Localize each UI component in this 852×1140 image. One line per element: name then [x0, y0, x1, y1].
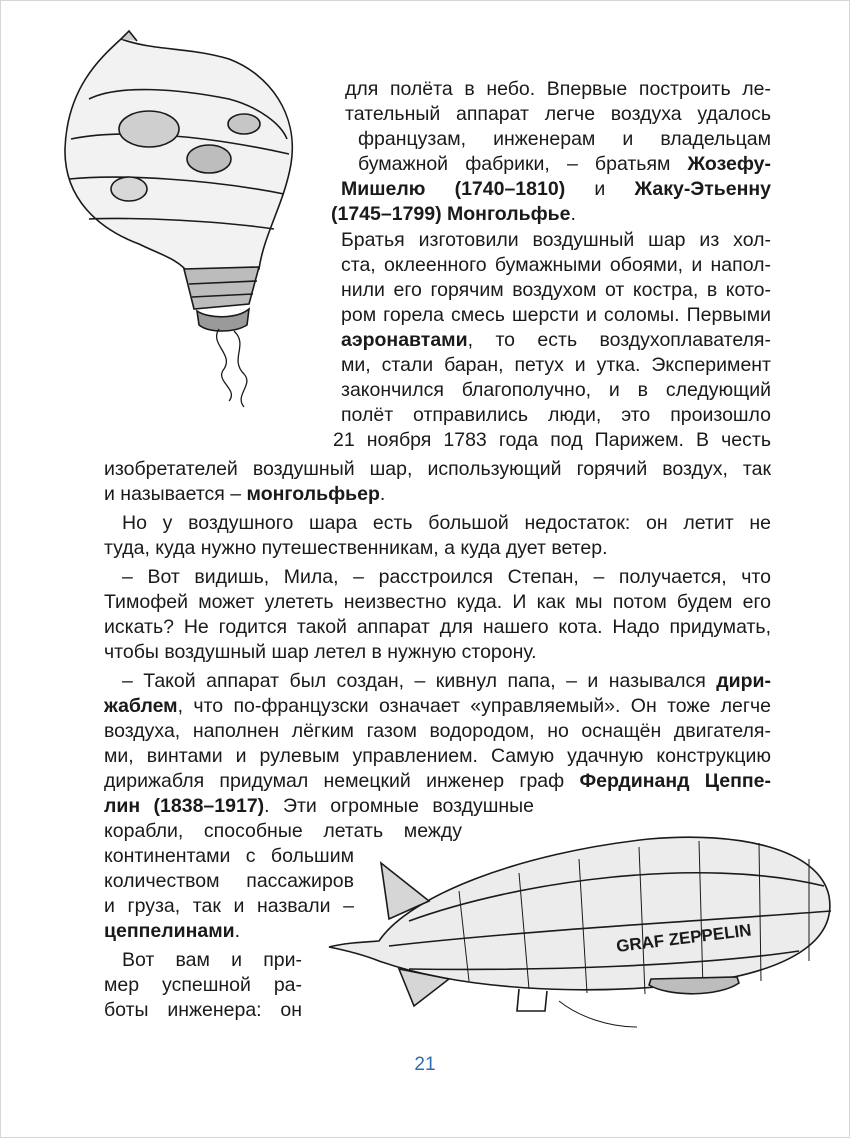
text-run: . [379, 483, 386, 505]
text-line [345, 77, 771, 101]
text-line [104, 869, 354, 893]
text-run: и груза, так и назвали – [104, 895, 354, 917]
text-run: Тимофей может улететь неизвестно куда. И как мы потом будем его [104, 591, 771, 613]
text-run: , то есть воздухоплавателя- [467, 329, 771, 351]
text-line [341, 378, 771, 402]
smoke [217, 329, 247, 407]
text-line [341, 303, 771, 327]
text-run: количеством пассажиров [104, 870, 354, 892]
text-run: боты инженера: он [104, 999, 302, 1021]
text-line [104, 536, 771, 560]
text-line [104, 769, 771, 793]
text-run: ста, оклеенного бумажными обоями, и напол- [341, 254, 771, 276]
text-run: изобретателей воздушный шар, использующий горячий воздух, так [104, 458, 771, 480]
text-line [122, 669, 771, 693]
text-run: континентами с большим [104, 845, 354, 867]
text-run: для полёта в небо. Впервые построить ле- [345, 78, 771, 100]
text-line [104, 457, 771, 481]
text-line [104, 894, 354, 918]
text-line [104, 590, 771, 614]
text-line [341, 228, 771, 252]
bold-term: аэронавтами [341, 329, 468, 351]
text-run: ром горела смесь шерсти и соломы. Первыми [341, 304, 771, 326]
text-line [104, 744, 771, 768]
text-line [104, 640, 771, 664]
page-number: 21 [414, 1054, 436, 1075]
text-line [333, 428, 771, 452]
bold-term: Жаку-Этьенну [634, 178, 771, 200]
text-line [331, 202, 771, 226]
bold-term: жаблем [104, 695, 178, 717]
text-run: бумажной фабрики, – братьям [358, 153, 688, 175]
text-line [341, 353, 771, 377]
text-run: воздуха, наполнен лёгким газом водородом, но оснащён двигателя- [104, 720, 771, 742]
text-line [104, 973, 302, 997]
text-line [104, 482, 771, 506]
text-line [345, 102, 771, 126]
text-run: 21 ноября 1783 года под Парижем. В честь [333, 429, 771, 451]
text-run: тательный аппарат легче воздуха удалось [345, 103, 771, 125]
balloon-neck [184, 267, 259, 309]
text-run: туда, куда нужно путешественникам, а куда дует ветер. [104, 537, 608, 559]
text-run: корабли, способные летать между [104, 820, 462, 842]
text-line [358, 127, 771, 151]
text-run: Но у воздушного шара есть большой недостаток: он летит не [122, 512, 771, 534]
text-run: – Вот видишь, Мила, – расстроился Степан, – получается, что [122, 566, 771, 588]
text-line [104, 919, 264, 943]
text-run: мер успешной ра- [104, 974, 302, 996]
text-line [341, 328, 771, 352]
text-run: – Такой аппарат был создан, – кивнул папа, – и назывался [122, 670, 717, 692]
text-line [104, 998, 302, 1022]
bold-term: Фердинанд Цеппе- [579, 770, 771, 792]
bold-term: (1745–1799) Монгольфье [331, 203, 571, 225]
text-run: полёт отправились люди, это произошло [341, 404, 771, 426]
text-line [122, 948, 302, 972]
text-line [122, 511, 771, 535]
text-line [104, 615, 771, 639]
text-run: и [565, 178, 635, 200]
balloon-envelope [65, 39, 292, 274]
text-line [104, 794, 534, 818]
text-line [341, 253, 771, 277]
text-run: . [234, 920, 241, 942]
bold-term: Жозефу- [687, 153, 771, 175]
text-run: ми, стали баран, петух и утка. Эксперимент [341, 354, 771, 376]
text-run: чтобы воздушный шар летел в нужную сторону. [104, 641, 537, 663]
zeppelin-gondola [649, 977, 739, 994]
text-run: Братья изготовили воздушный шар из хол- [341, 229, 771, 251]
balloon-ring [197, 309, 249, 331]
bold-term: монгольфьер [246, 483, 380, 505]
text-line [122, 565, 771, 589]
text-line [341, 403, 771, 427]
balloon-illustration [59, 29, 319, 409]
text-run: Вот вам и при- [122, 949, 302, 971]
text-line [341, 177, 771, 201]
text-run: французам, инженерам и владельцам [358, 128, 771, 150]
bold-term: Мишелю (1740–1810) [341, 178, 566, 200]
text-line [341, 278, 771, 302]
text-run: и называется – [104, 483, 247, 505]
text-run: . Эти огромные воздушные [264, 795, 534, 817]
text-run: , что по-французски означает «управляемый». Он тоже легче [177, 695, 771, 717]
bold-term: дири- [716, 670, 771, 692]
text-run: закончился благополучно, и в следующий [341, 379, 771, 401]
text-line [104, 694, 771, 718]
text-run: дирижабля придумал немецкий инженер граф [104, 770, 580, 792]
text-line [358, 152, 771, 176]
text-line [104, 719, 771, 743]
text-line [104, 844, 354, 868]
text-run: искать? Не годится такой аппарат для нашего кота. Надо придумать, [104, 616, 771, 638]
bold-term: лин (1838–1917) [104, 795, 265, 817]
text-run: . [570, 203, 576, 225]
zeppelin-hull-lettering: GRAF ZEPPELIN [615, 920, 753, 956]
text-run: нили его горячим воздухом от костра, в кото- [341, 279, 771, 301]
bold-term: цеппелинами [104, 920, 235, 942]
text-line [104, 819, 462, 843]
text-run: ми, винтами и рулевым управлением. Самую удачную конструкцию [104, 745, 771, 767]
